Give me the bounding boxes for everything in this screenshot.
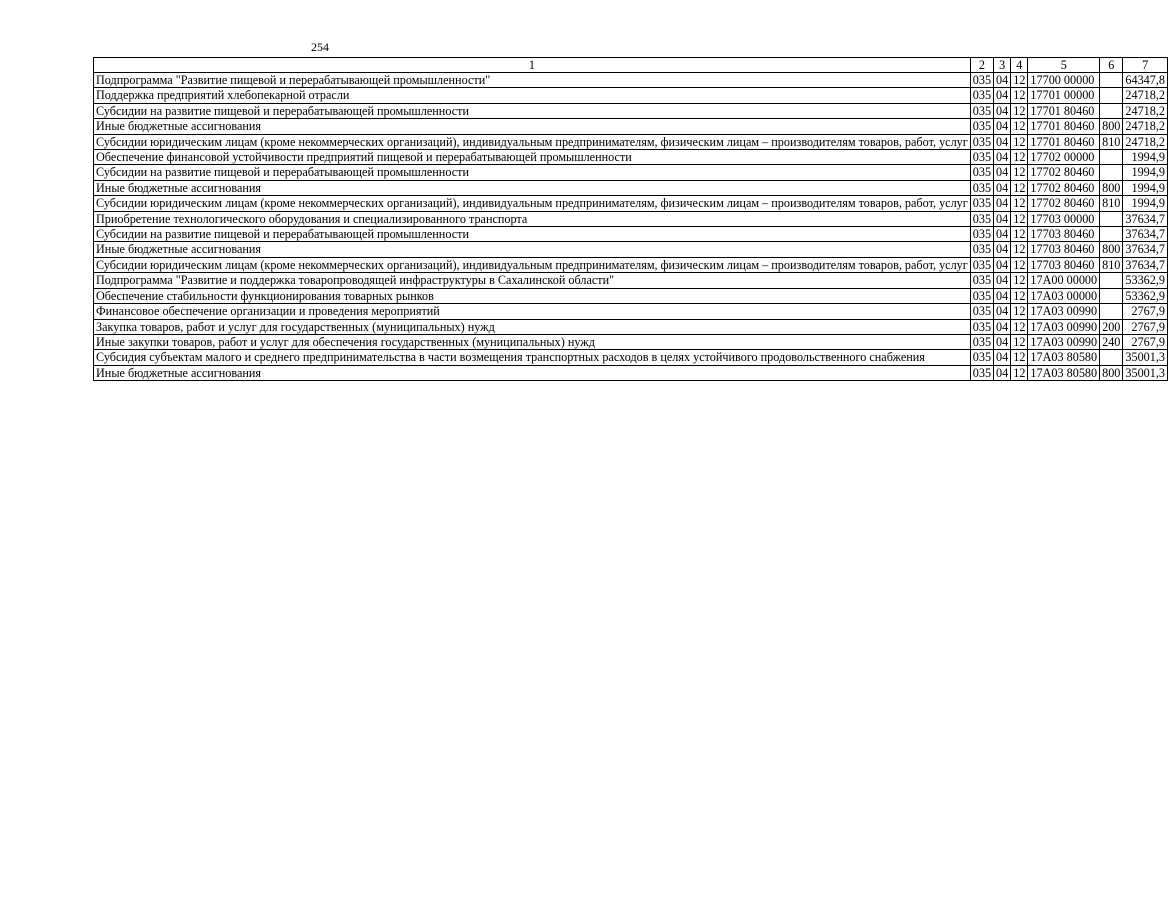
section-code: 04 [994, 119, 1011, 134]
section-code: 04 [994, 180, 1011, 195]
section-code: 04 [994, 196, 1011, 211]
item-name: Субсидии юридическим лицам (кроме некоммерческих организаций), индивидуальным предпринимателям, физическим лицам – производителям товаров, работ, услуг [94, 196, 971, 211]
item-name: Обеспечение финансовой устойчивости предприятий пищевой и перерабатывающей промышленности [94, 150, 971, 165]
column-header: 3 [994, 58, 1011, 73]
table-row [94, 73, 1168, 88]
target-article: 17701 80460 [1028, 119, 1100, 134]
page-number: 254 [311, 40, 329, 54]
subsection-code: 12 [1011, 180, 1028, 195]
target-article: 17701 80460 [1028, 134, 1100, 149]
header-row [94, 58, 1168, 73]
amount: 24718,2 [1123, 119, 1168, 134]
target-article: 17703 80460 [1028, 257, 1100, 272]
section-code: 04 [994, 134, 1011, 149]
expense-type [1100, 227, 1123, 242]
subsection-code: 12 [1011, 150, 1028, 165]
amount: 37634,7 [1123, 227, 1168, 242]
table-row [94, 103, 1168, 118]
target-article: 17А03 00000 [1028, 288, 1100, 303]
admin-code: 035 [970, 73, 993, 88]
section-code: 04 [994, 73, 1011, 88]
admin-code: 035 [970, 334, 993, 349]
column-header: 7 [1123, 58, 1168, 73]
table-row [94, 165, 1168, 180]
subsection-code: 12 [1011, 257, 1028, 272]
item-name: Иные бюджетные ассигнования [94, 180, 971, 195]
item-name: Субсидии на развитие пищевой и перерабатывающей промышленности [94, 227, 971, 242]
admin-code: 035 [970, 134, 993, 149]
target-article: 17А03 00990 [1028, 334, 1100, 349]
subsection-code: 12 [1011, 119, 1028, 134]
table-row [94, 350, 1168, 365]
subsection-code: 12 [1011, 273, 1028, 288]
table-row [94, 196, 1168, 211]
subsection-code: 12 [1011, 334, 1028, 349]
subsection-code: 12 [1011, 227, 1028, 242]
admin-code: 035 [970, 288, 993, 303]
amount: 35001,3 [1123, 365, 1168, 380]
table-row [94, 150, 1168, 165]
item-name: Субсидия субъектам малого и среднего предпринимательства в части возмещения транспортных расходов в целях устойчивого продовольственного снабжения [94, 350, 971, 365]
expense-type: 810 [1100, 257, 1123, 272]
amount: 1994,9 [1123, 180, 1168, 195]
target-article: 17703 80460 [1028, 227, 1100, 242]
item-name: Субсидии юридическим лицам (кроме некоммерческих организаций), индивидуальным предпринимателям, физическим лицам – производителям товаров, работ, услуг [94, 134, 971, 149]
subsection-code: 12 [1011, 304, 1028, 319]
table-row [94, 334, 1168, 349]
expense-type [1100, 288, 1123, 303]
expense-type [1100, 88, 1123, 103]
target-article: 17702 80460 [1028, 196, 1100, 211]
item-name: Приобретение технологического оборудования и специализированного транспорта [94, 211, 971, 226]
subsection-code: 12 [1011, 365, 1028, 380]
expense-type [1100, 150, 1123, 165]
subsection-code: 12 [1011, 165, 1028, 180]
admin-code: 035 [970, 304, 993, 319]
admin-code: 035 [970, 211, 993, 226]
section-code: 04 [994, 103, 1011, 118]
subsection-code: 12 [1011, 73, 1028, 88]
expense-type: 800 [1100, 365, 1123, 380]
subsection-code: 12 [1011, 242, 1028, 257]
item-name: Финансовое обеспечение организации и проведения мероприятий [94, 304, 971, 319]
admin-code: 035 [970, 242, 993, 257]
expense-type [1100, 304, 1123, 319]
admin-code: 035 [970, 227, 993, 242]
amount: 53362,9 [1123, 288, 1168, 303]
table-row [94, 227, 1168, 242]
subsection-code: 12 [1011, 134, 1028, 149]
column-header: 1 [94, 58, 971, 73]
expense-type [1100, 211, 1123, 226]
section-code: 04 [994, 88, 1011, 103]
item-name: Подпрограмма "Развитие и поддержка товаропроводящей инфраструктуры в Сахалинской области" [94, 273, 971, 288]
column-header: 4 [1011, 58, 1028, 73]
amount: 37634,7 [1123, 257, 1168, 272]
section-code: 04 [994, 350, 1011, 365]
subsection-code: 12 [1011, 319, 1028, 334]
item-name: Субсидии на развитие пищевой и перерабатывающей промышленности [94, 165, 971, 180]
amount: 1994,9 [1123, 196, 1168, 211]
table-row [94, 257, 1168, 272]
item-name: Иные бюджетные ассигнования [94, 119, 971, 134]
target-article: 17А03 00990 [1028, 319, 1100, 334]
table-row [94, 242, 1168, 257]
section-code: 04 [994, 242, 1011, 257]
section-code: 04 [994, 334, 1011, 349]
amount: 37634,7 [1123, 211, 1168, 226]
target-article: 17А03 00990 [1028, 304, 1100, 319]
expense-type [1100, 273, 1123, 288]
expense-type: 810 [1100, 134, 1123, 149]
amount: 24718,2 [1123, 103, 1168, 118]
section-code: 04 [994, 273, 1011, 288]
amount: 37634,7 [1123, 242, 1168, 257]
item-name: Иные бюджетные ассигнования [94, 242, 971, 257]
admin-code: 035 [970, 273, 993, 288]
section-code: 04 [994, 150, 1011, 165]
expense-type: 240 [1100, 334, 1123, 349]
admin-code: 035 [970, 350, 993, 365]
admin-code: 035 [970, 196, 993, 211]
target-article: 17А03 80580 [1028, 350, 1100, 365]
expense-type: 800 [1100, 242, 1123, 257]
subsection-code: 12 [1011, 196, 1028, 211]
amount: 24718,2 [1123, 134, 1168, 149]
admin-code: 035 [970, 150, 993, 165]
subsection-code: 12 [1011, 350, 1028, 365]
expense-type: 800 [1100, 180, 1123, 195]
column-header: 6 [1100, 58, 1123, 73]
table-row [94, 211, 1168, 226]
item-name: Обеспечение стабильности функционирования товарных рынков [94, 288, 971, 303]
table-row [94, 319, 1168, 334]
item-name: Подпрограмма "Развитие пищевой и перерабатывающей промышленности" [94, 73, 971, 88]
target-article: 17702 80460 [1028, 165, 1100, 180]
target-article: 17701 00000 [1028, 88, 1100, 103]
amount: 2767,9 [1123, 304, 1168, 319]
column-header: 2 [970, 58, 993, 73]
admin-code: 035 [970, 319, 993, 334]
table-row [94, 88, 1168, 103]
target-article: 17А00 00000 [1028, 273, 1100, 288]
item-name: Иные бюджетные ассигнования [94, 365, 971, 380]
amount: 2767,9 [1123, 319, 1168, 334]
admin-code: 035 [970, 165, 993, 180]
admin-code: 035 [970, 257, 993, 272]
subsection-code: 12 [1011, 211, 1028, 226]
amount: 64347,8 [1123, 73, 1168, 88]
admin-code: 035 [970, 88, 993, 103]
table-row [94, 365, 1168, 380]
amount: 2767,9 [1123, 334, 1168, 349]
subsection-code: 12 [1011, 288, 1028, 303]
table-row [94, 180, 1168, 195]
item-name: Субсидии на развитие пищевой и перерабатывающей промышленности [94, 103, 971, 118]
item-name: Поддержка предприятий хлебопекарной отрасли [94, 88, 971, 103]
target-article: 17703 00000 [1028, 211, 1100, 226]
subsection-code: 12 [1011, 103, 1028, 118]
admin-code: 035 [970, 365, 993, 380]
budget-table [93, 57, 1168, 381]
admin-code: 035 [970, 119, 993, 134]
amount: 53362,9 [1123, 273, 1168, 288]
admin-code: 035 [970, 103, 993, 118]
item-name: Закупка товаров, работ и услуг для государственных (муниципальных) нужд [94, 319, 971, 334]
expense-type [1100, 103, 1123, 118]
target-article: 17А03 80580 [1028, 365, 1100, 380]
table-row [94, 119, 1168, 134]
expense-type [1100, 165, 1123, 180]
expense-type [1100, 350, 1123, 365]
section-code: 04 [994, 227, 1011, 242]
section-code: 04 [994, 319, 1011, 334]
item-name: Иные закупки товаров, работ и услуг для обеспечения государственных (муниципальных) нужд [94, 334, 971, 349]
section-code: 04 [994, 257, 1011, 272]
table-row [94, 273, 1168, 288]
expense-type: 800 [1100, 119, 1123, 134]
target-article: 17700 00000 [1028, 73, 1100, 88]
expense-type [1100, 73, 1123, 88]
amount: 35001,3 [1123, 350, 1168, 365]
item-name: Субсидии юридическим лицам (кроме некоммерческих организаций), индивидуальным предпринимателям, физическим лицам – производителям товаров, работ, услуг [94, 257, 971, 272]
table-row [94, 288, 1168, 303]
section-code: 04 [994, 304, 1011, 319]
column-header: 5 [1028, 58, 1100, 73]
section-code: 04 [994, 365, 1011, 380]
target-article: 17701 80460 [1028, 103, 1100, 118]
amount: 1994,9 [1123, 150, 1168, 165]
target-article: 17702 80460 [1028, 180, 1100, 195]
amount: 1994,9 [1123, 165, 1168, 180]
subsection-code: 12 [1011, 88, 1028, 103]
table-row [94, 134, 1168, 149]
target-article: 17702 00000 [1028, 150, 1100, 165]
admin-code: 035 [970, 180, 993, 195]
expense-type: 200 [1100, 319, 1123, 334]
amount: 24718,2 [1123, 88, 1168, 103]
table-row [94, 304, 1168, 319]
section-code: 04 [994, 165, 1011, 180]
section-code: 04 [994, 211, 1011, 226]
target-article: 17703 80460 [1028, 242, 1100, 257]
section-code: 04 [994, 288, 1011, 303]
expense-type: 810 [1100, 196, 1123, 211]
